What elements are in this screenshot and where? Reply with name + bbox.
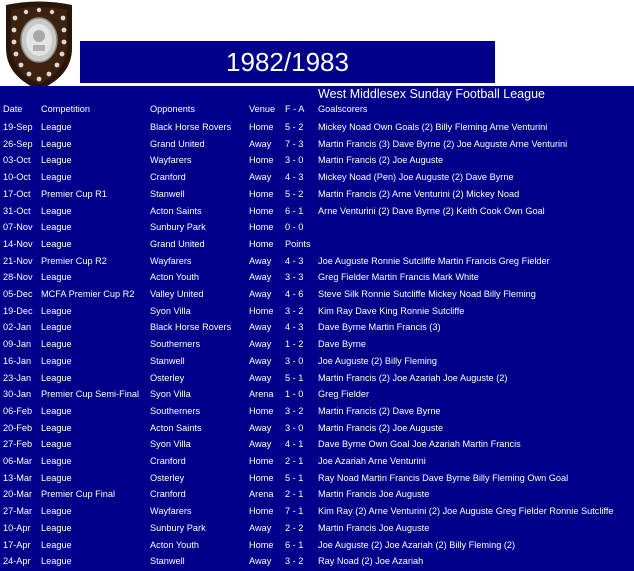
match-venue: Home	[249, 305, 274, 316]
match-date: 19-Dec	[3, 305, 33, 316]
match-row	[0, 119, 634, 135]
match-date: 06-Mar	[3, 456, 33, 466]
match-venue: Arena	[249, 389, 274, 400]
match-date: 16-Jan	[3, 355, 32, 366]
match-opponents: Black Horse Rovers	[150, 322, 232, 333]
match-date: 05-Dec	[3, 289, 33, 299]
match-venue: Away	[249, 289, 272, 299]
match-date: 17-Apr	[3, 539, 31, 550]
match-venue: Home	[249, 405, 274, 416]
match-goalscorers: Mickey Noad (Pen) Joe Auguste (2) Dave Byrne	[318, 172, 514, 183]
match-opponents: Osterley	[150, 372, 185, 383]
match-score: Points	[285, 238, 311, 249]
match-opponents: Stanwell	[150, 556, 185, 567]
match-venue: Away	[249, 138, 272, 149]
match-row	[0, 386, 634, 402]
match-venue: Away	[249, 422, 272, 433]
header-row	[0, 101, 634, 117]
match-opponents: Syon Villa	[150, 439, 191, 450]
match-opponents: Black Horse Rovers	[150, 122, 232, 132]
match-competition: League	[41, 506, 72, 517]
match-goalscorers: Mickey Noad Own Goals (2) Billy Fleming Arne Venturini	[318, 122, 548, 132]
match-competition: League	[41, 422, 72, 433]
match-opponents: Grand United	[150, 238, 205, 249]
match-score: 6 - 1	[285, 205, 304, 216]
match-row	[0, 203, 634, 219]
match-competition: League	[41, 155, 72, 166]
match-competition: League	[41, 122, 72, 132]
match-opponents: Cranford	[150, 456, 186, 466]
season-title: 1982/1983	[80, 41, 495, 83]
match-goalscorers: Joe Azariah Arne Venturini	[318, 456, 426, 466]
match-opponents: Acton Saints	[150, 422, 202, 433]
header-venue: Venue	[249, 104, 276, 114]
match-competition: League	[41, 322, 72, 333]
match-score: 4 - 3	[285, 255, 304, 266]
match-competition: League	[41, 456, 72, 466]
match-venue: Away	[249, 322, 272, 333]
match-score: 7 - 3	[285, 138, 304, 149]
header-opponents: Opponents	[150, 104, 195, 114]
match-opponents: Cranford	[150, 172, 186, 183]
match-date: 09-Jan	[3, 339, 32, 350]
match-venue: Home	[249, 506, 274, 517]
match-row	[0, 553, 634, 569]
match-row	[0, 336, 634, 352]
match-row	[0, 319, 634, 335]
match-row	[0, 236, 634, 252]
match-score: 5 - 2	[285, 188, 304, 199]
match-goalscorers: Dave Byrne Martin Francis (3)	[318, 322, 441, 333]
match-score: 3 - 0	[285, 422, 304, 433]
match-date: 17-Oct	[3, 188, 31, 199]
match-date: 24-Apr	[3, 556, 31, 567]
match-row	[0, 136, 634, 152]
match-opponents: Osterley	[150, 472, 185, 483]
match-venue: Arena	[249, 489, 274, 500]
match-venue: Away	[249, 172, 272, 183]
match-score: 3 - 0	[285, 355, 304, 366]
match-score: 3 - 2	[285, 305, 304, 316]
match-row	[0, 470, 634, 486]
match-row	[0, 486, 634, 502]
match-row	[0, 370, 634, 386]
match-goalscorers: Dave Byrne Own Goal Joe Azariah Martin Francis	[318, 439, 521, 450]
match-row	[0, 303, 634, 319]
match-competition: League	[41, 138, 72, 149]
match-goalscorers: Martin Francis Joe Auguste	[318, 522, 430, 533]
match-competition: League	[41, 305, 72, 316]
match-opponents: Wayfarers	[150, 255, 192, 266]
results-board	[0, 86, 634, 571]
match-score: 4 - 6	[285, 289, 304, 299]
match-score: 3 - 2	[285, 556, 304, 567]
match-score: 4 - 1	[285, 439, 304, 450]
match-opponents: Sunbury Park	[150, 222, 206, 233]
match-competition: League	[41, 238, 72, 249]
match-competition: League	[41, 355, 72, 366]
header-goalscorers: Goalscorers	[318, 104, 368, 114]
match-competition: League	[41, 472, 72, 483]
match-opponents: Southerners	[150, 339, 201, 350]
match-venue: Away	[249, 272, 272, 283]
match-goalscorers: Joe Auguste (2) Billy Fleming	[318, 355, 437, 366]
match-row	[0, 169, 634, 185]
match-date: 03-Oct	[3, 155, 31, 166]
match-goalscorers: Martin Francis (2) Joe Auguste	[318, 155, 444, 166]
match-row	[0, 420, 634, 436]
match-competition: League	[41, 205, 72, 216]
match-date: 27-Mar	[3, 506, 33, 517]
match-score: 7 - 1	[285, 506, 304, 517]
match-date: 14-Nov	[3, 238, 33, 249]
header-competition: Competition	[41, 104, 91, 114]
match-goalscorers: Martin Francis (2) Dave Byrne	[318, 405, 441, 416]
match-venue: Home	[249, 205, 274, 216]
match-row	[0, 253, 634, 269]
match-score: 0 - 0	[285, 222, 304, 233]
match-row	[0, 269, 634, 285]
match-venue: Home	[249, 122, 274, 132]
match-venue: Home	[249, 188, 274, 199]
match-goalscorers: Steve Silk Ronnie Sutcliffe Mickey Noad Billy Fleming	[318, 289, 536, 299]
match-goalscorers: Martin Francis (2) Joe Azariah Joe Auguste (2)	[318, 372, 508, 383]
match-opponents: Valley United	[150, 289, 204, 299]
match-score: 4 - 3	[285, 322, 304, 333]
match-goalscorers: Joe Auguste (2) Joe Azariah (2) Billy Fleming (2)	[318, 539, 516, 550]
match-score: 1 - 0	[285, 389, 304, 400]
match-goalscorers: Dave Byrne	[318, 339, 367, 350]
match-date: 28-Nov	[3, 272, 33, 283]
match-venue: Home	[249, 539, 274, 550]
match-opponents: Stanwell	[150, 188, 185, 199]
match-score: 6 - 1	[285, 539, 304, 550]
match-venue: Away	[249, 522, 272, 533]
match-row	[0, 186, 634, 202]
match-date: 10-Apr	[3, 522, 31, 533]
match-competition: Premier Cup Semi-Final	[41, 389, 140, 400]
match-venue: Away	[249, 355, 272, 366]
match-competition: League	[41, 556, 72, 567]
match-venue: Home	[249, 456, 274, 466]
match-goalscorers: Greg Fielder Martin Francis Mark White	[318, 272, 479, 283]
match-goalscorers: Kim Ray Dave King Ronnie Sutcliffe	[318, 305, 465, 316]
match-venue: Away	[249, 372, 272, 383]
match-goalscorers: Arne Venturini (2) Dave Byrne (2) Keith Cook Own Goal	[318, 205, 545, 216]
match-opponents: Stanwell	[150, 355, 185, 366]
match-row	[0, 453, 634, 469]
match-competition: League	[41, 339, 72, 350]
trophy-shield-image	[0, 0, 78, 93]
match-competition: Premier Cup Final	[41, 489, 116, 500]
match-competition: League	[41, 372, 72, 383]
match-date: 19-Sep	[3, 122, 33, 132]
match-goalscorers: Kim Ray (2) Arne Venturini (2) Joe Auguste Greg Fielder Ronnie Sutcliffe	[318, 506, 614, 517]
match-competition: League	[41, 272, 72, 283]
header-date: Date	[3, 104, 23, 114]
match-score: 3 - 0	[285, 155, 304, 166]
match-goalscorers: Martin Francis (2) Joe Auguste	[318, 422, 444, 433]
match-opponents: Wayfarers	[150, 155, 192, 166]
match-venue: Home	[249, 238, 274, 249]
match-score: 2 - 1	[285, 489, 304, 500]
match-row	[0, 436, 634, 452]
match-opponents: Acton Saints	[150, 205, 202, 216]
match-date: 21-Nov	[3, 255, 33, 266]
match-competition: League	[41, 222, 72, 233]
match-goalscorers: Ray Noad (2) Joe Azariah	[318, 556, 424, 567]
match-opponents: Southerners	[150, 405, 201, 416]
match-competition: Premier Cup R2	[41, 255, 107, 266]
league-name: West Middlesex Sunday Football League	[318, 87, 545, 101]
match-goalscorers: Joe Auguste Ronnie Sutcliffe Martin Francis Greg Fielder	[318, 255, 550, 266]
header-score: F - A	[285, 104, 305, 114]
match-venue: Home	[249, 222, 274, 233]
match-row	[0, 520, 634, 536]
match-row	[0, 403, 634, 419]
match-venue: Away	[249, 339, 272, 350]
match-score: 5 - 1	[285, 472, 304, 483]
match-goalscorers: Ray Noad Martin Francis Dave Byrne Billy Fleming Own Goal	[318, 472, 569, 483]
match-score: 3 - 3	[285, 272, 304, 283]
match-row	[0, 286, 634, 302]
match-date: 26-Sep	[3, 138, 33, 149]
match-venue: Away	[249, 439, 272, 450]
match-date: 13-Mar	[3, 472, 33, 483]
match-date: 30-Jan	[3, 389, 32, 400]
match-opponents: Syon Villa	[150, 389, 191, 400]
match-date: 02-Jan	[3, 322, 32, 333]
match-opponents: Cranford	[150, 489, 186, 500]
match-venue: Away	[249, 255, 272, 266]
match-score: 4 - 3	[285, 172, 304, 183]
match-venue: Home	[249, 155, 274, 166]
match-competition: League	[41, 439, 72, 450]
match-row	[0, 537, 634, 553]
match-score: 1 - 2	[285, 339, 304, 350]
match-date: 10-Oct	[3, 172, 31, 183]
match-score: 2 - 1	[285, 456, 304, 466]
match-opponents: Syon Villa	[150, 305, 191, 316]
match-date: 06-Feb	[3, 405, 33, 416]
match-competition: League	[41, 522, 72, 533]
match-goalscorers: Martin Francis (2) Arne Venturini (2) Mickey Noad	[318, 188, 520, 199]
match-competition: League	[41, 405, 72, 416]
match-date: 20-Feb	[3, 422, 33, 433]
match-venue: Home	[249, 472, 274, 483]
match-row	[0, 219, 634, 235]
match-competition: League	[41, 539, 72, 550]
match-row	[0, 503, 634, 519]
match-date: 20-Mar	[3, 489, 33, 500]
match-opponents: Grand United	[150, 138, 205, 149]
match-date: 27-Feb	[3, 439, 33, 450]
match-opponents: Acton Youth	[150, 272, 200, 283]
match-competition: League	[41, 172, 72, 183]
match-score: 3 - 2	[285, 405, 304, 416]
match-date: 23-Jan	[3, 372, 32, 383]
match-goalscorers: Martin Francis Joe Auguste	[318, 489, 430, 500]
match-row	[0, 353, 634, 369]
match-competition: Premier Cup R1	[41, 188, 107, 199]
match-competition: MCFA Premier Cup R2	[41, 289, 135, 299]
match-score: 5 - 1	[285, 372, 304, 383]
match-date: 07-Nov	[3, 222, 33, 233]
match-score: 2 - 2	[285, 522, 304, 533]
match-venue: Away	[249, 556, 272, 567]
match-opponents: Wayfarers	[150, 506, 192, 517]
match-goalscorers: Martin Francis (3) Dave Byrne (2) Joe Auguste Arne Venturini	[318, 138, 568, 149]
match-date: 31-Oct	[3, 205, 31, 216]
match-goalscorers: Greg Fielder	[318, 389, 370, 400]
match-opponents: Sunbury Park	[150, 522, 206, 533]
match-score: 5 - 2	[285, 122, 304, 132]
match-opponents: Acton Youth	[150, 539, 200, 550]
match-row	[0, 152, 634, 168]
